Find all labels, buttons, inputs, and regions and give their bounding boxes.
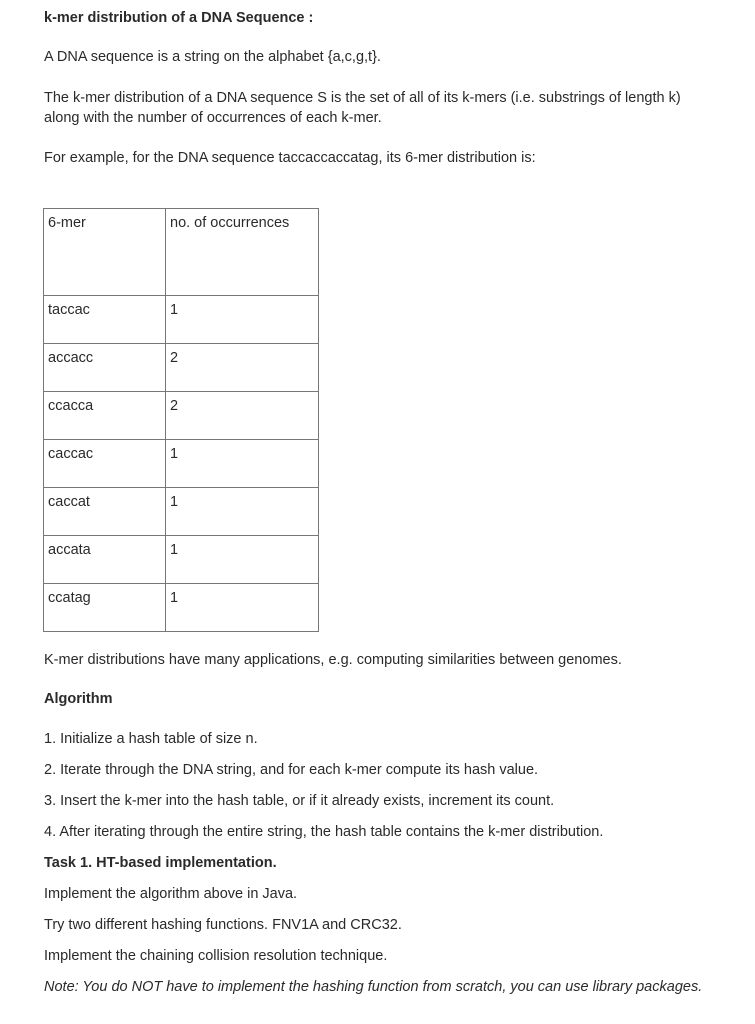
- example-paragraph: For example, for the DNA sequence taccaccaccatag, its 6-mer distribution is:: [44, 150, 536, 166]
- distribution-paragraph: The k-mer distribution of a DNA sequence S is the set of all of its k-mers (i.e. substrings of length k) along with the number of occurrences of each k-mer.: [44, 90, 681, 126]
- algorithm-step: 4. After iterating through the entire string, the hash table contains the k-mer distribution.: [44, 824, 604, 840]
- count-cell: 2: [166, 392, 319, 440]
- count-cell: 1: [166, 488, 319, 536]
- kmer-cell: taccac: [44, 296, 166, 344]
- table-row: [44, 584, 319, 632]
- definition-paragraph: A DNA sequence is a string on the alphabet {a,c,g,t}.: [44, 49, 381, 65]
- table-row: [44, 440, 319, 488]
- count-cell: 1: [166, 584, 319, 632]
- algorithm-step: 3. Insert the k-mer into the hash table, or if it already exists, increment its count.: [44, 793, 555, 809]
- kmer-cell: ccatag: [44, 584, 166, 632]
- count-cell: 1: [166, 296, 319, 344]
- algorithm-step: 1. Initialize a hash table of size n.: [44, 731, 258, 747]
- table-row: [44, 344, 319, 392]
- kmer-cell: accacc: [44, 344, 166, 392]
- header-occurrences: no. of occurrences: [166, 209, 319, 296]
- task-line: Implement the chaining collision resolution technique.: [44, 948, 388, 964]
- header-kmer: 6-mer: [44, 209, 166, 296]
- applications-paragraph: K-mer distributions have many applications, e.g. computing similarities between genomes.: [44, 652, 622, 668]
- task-heading: Task 1. HT-based implementation.: [44, 855, 277, 871]
- count-cell: 2: [166, 344, 319, 392]
- algorithm-heading: Algorithm: [44, 691, 113, 707]
- kmer-cell: caccac: [44, 440, 166, 488]
- table-row: [44, 296, 319, 344]
- kmer-cell: accata: [44, 536, 166, 584]
- task-line: Try two different hashing functions. FNV1A and CRC32.: [44, 917, 402, 933]
- table-row: [44, 392, 319, 440]
- task-line: Implement the algorithm above in Java.: [44, 886, 298, 902]
- kmer-cell: caccat: [44, 488, 166, 536]
- count-cell: 1: [166, 440, 319, 488]
- algorithm-step: 2. Iterate through the DNA string, and for each k-mer compute its hash value.: [44, 762, 539, 778]
- task-note: Note: You do NOT have to implement the hashing function from scratch, you can use library packages.: [44, 979, 703, 995]
- table-row: [44, 488, 319, 536]
- table-header-row: [44, 209, 319, 296]
- kmer-cell: ccacca: [44, 392, 166, 440]
- page-title: k-mer distribution of a DNA Sequence :: [44, 10, 314, 26]
- count-cell: 1: [166, 536, 319, 584]
- kmer-table: [43, 208, 319, 632]
- table-row: [44, 536, 319, 584]
